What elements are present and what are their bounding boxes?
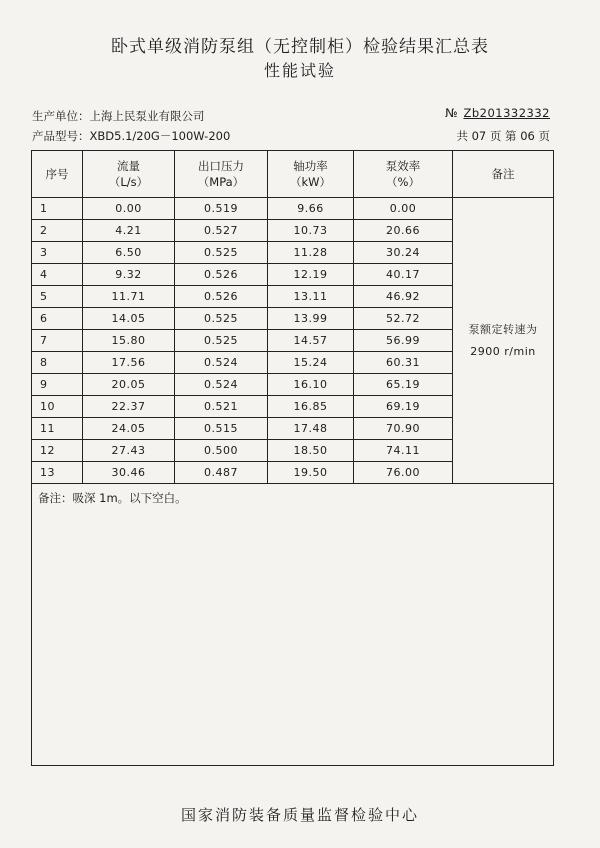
pressure-value: 0.500 <box>175 440 268 462</box>
notes-row <box>32 484 554 766</box>
power-value: 13.11 <box>268 286 354 308</box>
flow-value: 14.05 <box>83 308 175 330</box>
manufacturer-label: 生产单位： <box>32 109 90 123</box>
pressure-value: 0.487 <box>175 462 268 484</box>
power-value: 19.50 <box>268 462 354 484</box>
pressure-value: 0.515 <box>175 418 268 440</box>
power-value: 17.48 <box>268 418 354 440</box>
header-flow <box>83 151 175 198</box>
power-value: 16.85 <box>268 396 354 418</box>
flow-value: 22.37 <box>83 396 175 418</box>
power-value: 18.50 <box>268 440 354 462</box>
remarks-cell <box>453 198 554 484</box>
pressure-value: 0.524 <box>175 352 268 374</box>
document-subtitle: 性能试验 <box>263 61 336 80</box>
header-pressure <box>175 151 268 198</box>
header-flow-name: 流量 <box>117 159 140 173</box>
manufacturer-value: 上海上民泵业有限公司 <box>89 109 205 123</box>
header-power-name: 轴功率 <box>293 159 328 173</box>
report-number-value: Zb201332332 <box>463 106 550 120</box>
flow-value: 0.00 <box>83 198 175 220</box>
row-index: 6 <box>32 308 83 330</box>
header-power <box>268 151 354 198</box>
row-index: 3 <box>32 242 83 264</box>
flow-value: 4.21 <box>83 220 175 242</box>
power-value: 13.99 <box>268 308 354 330</box>
document-title: 卧式单级消防泵组（无控制柜）检验结果汇总表 <box>111 37 489 57</box>
power-value: 12.19 <box>268 264 354 286</box>
report-number-label: № <box>444 106 458 120</box>
row-index: 2 <box>32 220 83 242</box>
rated-speed-value: 2900 r/min <box>470 344 536 358</box>
pressure-value: 0.525 <box>175 308 268 330</box>
header-flow-unit: （L/s） <box>108 175 149 189</box>
efficiency-value: 70.90 <box>354 418 453 440</box>
table-row <box>32 198 554 220</box>
flow-value: 24.05 <box>83 418 175 440</box>
manufacturer-line <box>32 108 205 124</box>
power-value: 15.24 <box>268 352 354 374</box>
pressure-value: 0.527 <box>175 220 268 242</box>
row-index: 11 <box>32 418 83 440</box>
rated-speed-label: 泵额定转速为 <box>468 322 538 336</box>
flow-value: 11.71 <box>83 286 175 308</box>
pressure-value: 0.526 <box>175 286 268 308</box>
footer-organization: 国家消防装备质量监督检验中心 <box>180 806 419 824</box>
header-efficiency-unit: （%） <box>386 175 420 189</box>
efficiency-value: 40.17 <box>354 264 453 286</box>
model-label: 产品型号： <box>32 129 90 143</box>
table-header-row <box>32 151 554 198</box>
efficiency-value: 76.00 <box>354 462 453 484</box>
header-index: 序号 <box>32 151 83 198</box>
row-index: 4 <box>32 264 83 286</box>
power-value: 14.57 <box>268 330 354 352</box>
flow-value: 17.56 <box>83 352 175 374</box>
efficiency-value: 20.66 <box>354 220 453 242</box>
flow-value: 30.46 <box>83 462 175 484</box>
efficiency-value: 0.00 <box>354 198 453 220</box>
row-index: 7 <box>32 330 83 352</box>
header-pressure-unit: （MPa） <box>197 175 245 189</box>
pressure-value: 0.519 <box>175 198 268 220</box>
header-efficiency <box>354 151 453 198</box>
efficiency-value: 60.31 <box>354 352 453 374</box>
row-index: 1 <box>32 198 83 220</box>
flow-value: 6.50 <box>83 242 175 264</box>
header-efficiency-name: 泵效率 <box>385 159 421 173</box>
power-value: 16.10 <box>268 374 354 396</box>
power-value: 10.73 <box>268 220 354 242</box>
efficiency-value: 65.19 <box>354 374 453 396</box>
row-index: 5 <box>32 286 83 308</box>
pressure-value: 0.526 <box>175 264 268 286</box>
flow-value: 15.80 <box>83 330 175 352</box>
efficiency-value: 52.72 <box>354 308 453 330</box>
flow-value: 20.05 <box>83 374 175 396</box>
notes-text: 备注：吸深 1m。以下空白。 <box>32 484 554 766</box>
flow-value: 9.32 <box>83 264 175 286</box>
power-value: 11.28 <box>268 242 354 264</box>
row-index: 13 <box>32 462 83 484</box>
pressure-value: 0.521 <box>175 396 268 418</box>
pressure-value: 0.525 <box>175 330 268 352</box>
efficiency-value: 46.92 <box>354 286 453 308</box>
model-value: XBD5.1/20G－100W-200 <box>89 129 231 143</box>
power-value: 9.66 <box>268 198 354 220</box>
performance-table <box>31 150 554 766</box>
report-number <box>445 106 550 120</box>
row-index: 12 <box>32 440 83 462</box>
header-pressure-name: 出口压力 <box>198 159 244 173</box>
pressure-value: 0.524 <box>175 374 268 396</box>
efficiency-value: 69.19 <box>354 396 453 418</box>
row-index: 10 <box>32 396 83 418</box>
header-power-unit: （kW） <box>289 175 332 189</box>
row-index: 9 <box>32 374 83 396</box>
pressure-value: 0.525 <box>175 242 268 264</box>
header-remarks: 备注 <box>453 151 554 198</box>
flow-value: 27.43 <box>83 440 175 462</box>
efficiency-value: 74.11 <box>354 440 453 462</box>
page-info: 共 07 页 第 06 页 <box>456 129 550 143</box>
model-line <box>32 128 230 144</box>
efficiency-value: 30.24 <box>354 242 453 264</box>
row-index: 8 <box>32 352 83 374</box>
efficiency-value: 56.99 <box>354 330 453 352</box>
